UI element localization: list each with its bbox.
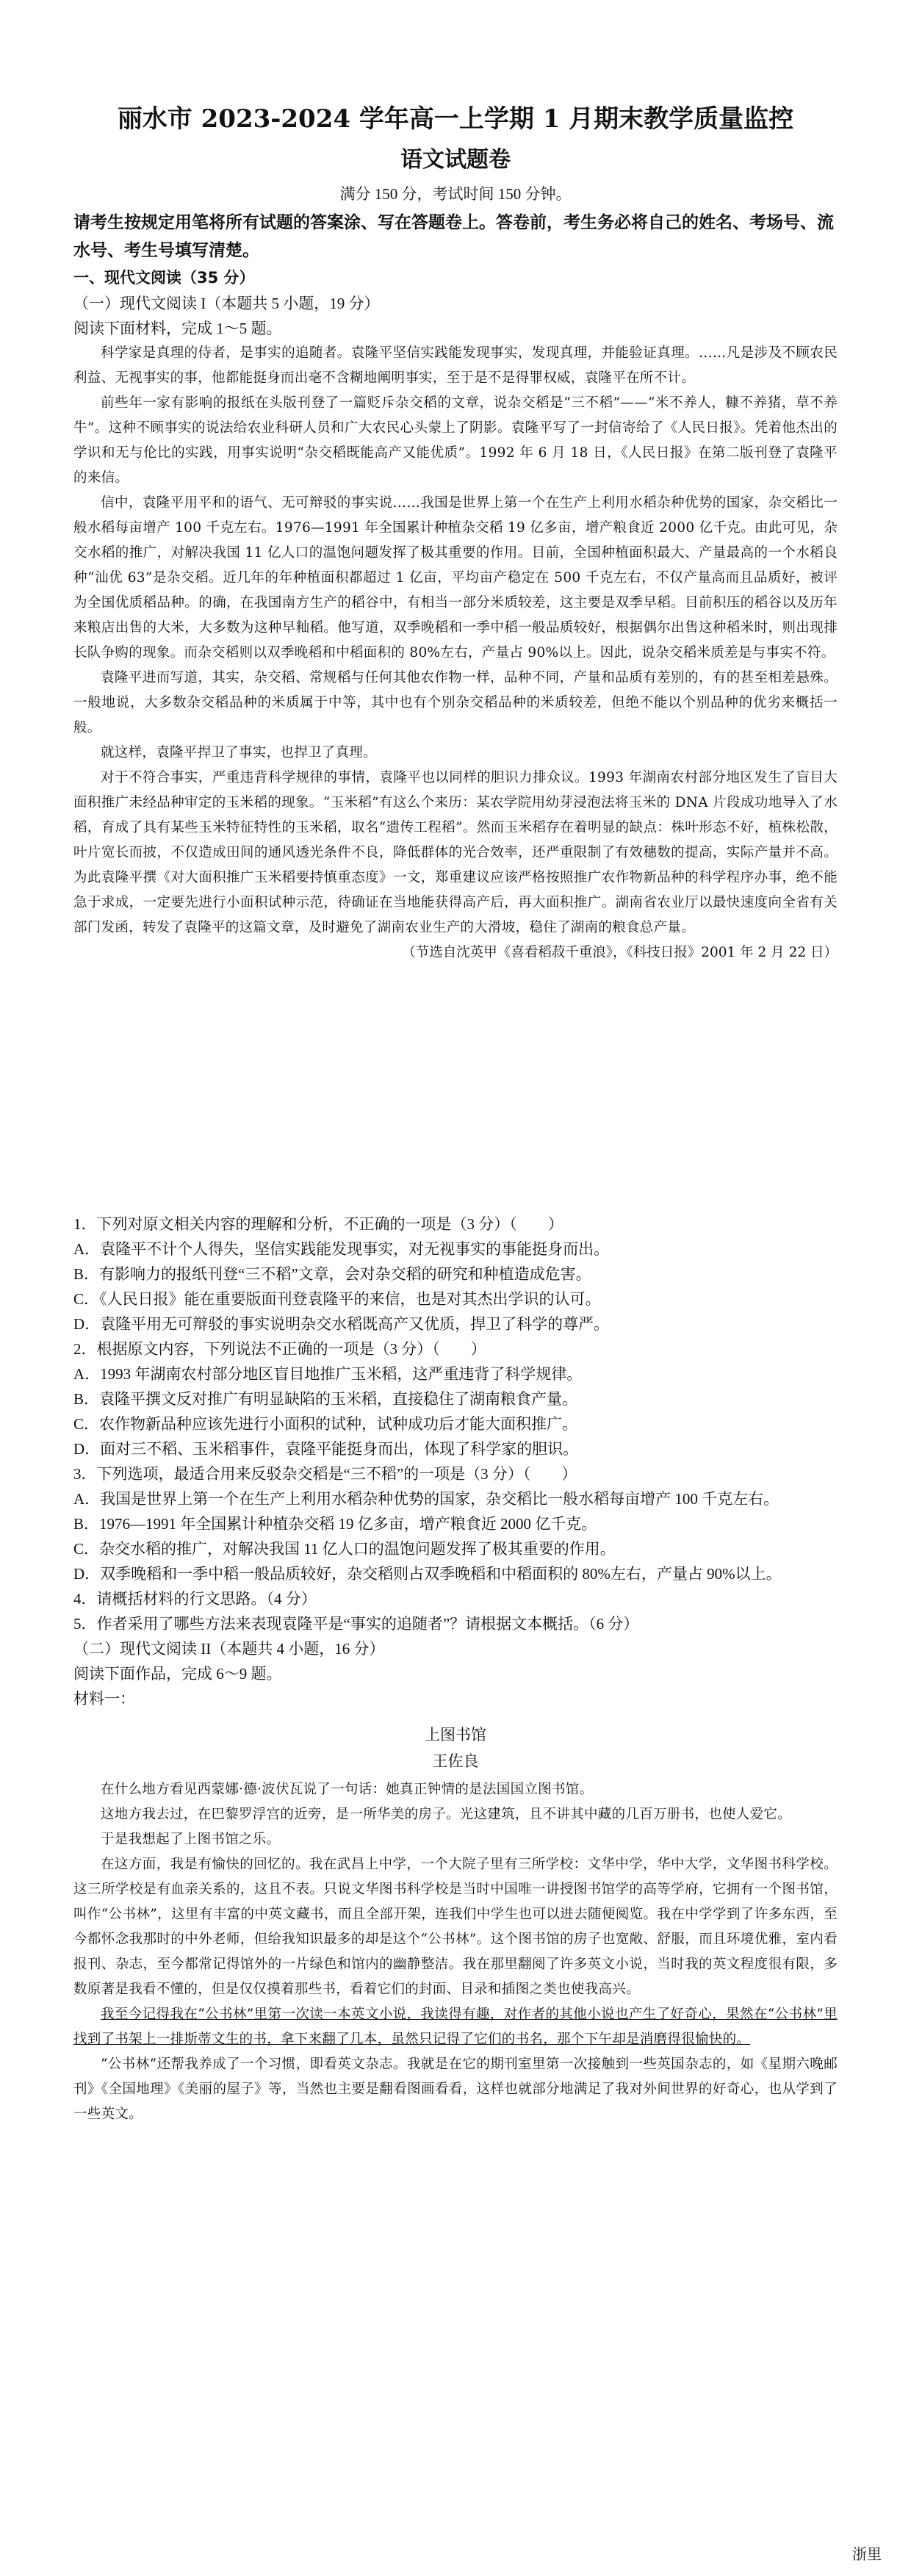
article-author: 王佐良 (432, 1752, 479, 1770)
question-option: B．袁隆平撰文反对推广有明显缺陷的玉米稻，直接稳住了湖南粮食产量。 (73, 1390, 578, 1408)
article-paragraph: 在这方面，我是有愉快的回忆的。我在武昌上中学，一个大院子里有三所学校：文华中学，华中大学，文华图书科学校。这三所学校是有血亲关系的，这且不表。只说文华图书科学校是当时中国唯一讲授图书馆学的高等学府，它拥有一个图书馆，叫作“公书林”，这里有丰富的中英文藏书，而且全部开架，连我们中学生也可以进去随便阅览。我在中学学到了许多东西，至今都怀念我那时的中外老师，但给我知识最多的却是这个“公书林”。这个图书馆的房子也宽敞、舒服，而且环境优雅，室内看报刊、杂志，至今都常记得馆外的一片绿色和馆内的幽静整洁。我在那里翻阅了许多英文小说，当时我的英文程度很有限，多数原著是我看不懂的，但是仅仅摸着那些书，看着它们的封面、目录和插图之类也使我高兴。 (73, 1857, 838, 1997)
section-heading-1: 一、现代文阅读（35 分） (73, 269, 255, 287)
question-option: B．1976—1991 年全国累计种植杂交稻 19 亿多亩，增产粮食近 2000 亿千克。 (73, 1515, 597, 1533)
question-5: 5．作者采用了哪些方法来表现袁隆平是“事实的追随者”？请根据文本概括。（6 分） (73, 1615, 639, 1633)
question-option: C．《人民日报》能在重要版面刊登袁隆平的来信，也是对其杰出学识的认可。 (73, 1290, 601, 1308)
subsection-heading-2: （二）现代文阅读 II（本题共 4 小题，16 分） (73, 1640, 385, 1658)
article-paragraph: 这地方我去过，在巴黎罗浮宫的近旁，是一所华美的房子。光这建筑，且不讲其中藏的几百万册书，也使人爱它。 (101, 1807, 792, 1822)
question-option: A．袁隆平不计个人得失，坚信实践能发现事实，对无视事实的事能挺身而出。 (73, 1240, 610, 1258)
passage-source: （节选自沈英甲《喜看稻菽千重浪》，《科技日报》2001 年 2 月 22 日） (402, 945, 838, 960)
question-option: D．袁隆平用无可辩驳的事实说明杂交水稻既高产又优质，捍卫了科学的尊严。 (73, 1315, 610, 1333)
passage-paragraph: 信中，袁隆平用平和的语气、无可辩驳的事实说……我国是世界上第一个在生产上利用水稻杂种优势的国家，杂交稻比一般水稻每亩增产 100 千克左右。1976—1991 年全国累计种植杂交稻 19 亿多亩，增产粮食近 2000 亿千克。由此可见，杂交水稻的推广，对解决我国 11 亿人口的温饱问题发挥了极其重要的作用。目前，全国种植面积最大、产量最高的一个水稻良种“汕优 63”是杂交稻。近几年的年种植面积都超过 1 亿亩，平均亩产稳定在 500 千克左右，不仅产量高而且品质好，被评为全国优质稻品种。的确，在我国南方生产的稻谷中，有相当一部分米质较差，这主要是双季早稻。目前积压的稻谷以及历年来粮店出售的大米，大多数为这种早籼稻。他写道，双季晚稻和一季中稻一般品质较好，根据偶尔出售这种稻米时，则出现排长队争购的现象。而杂交稻则以双季晚稻和中稻面积的 80%左右，产量占 90%以上。因此，说杂交稻米质差是与事实不符。 (73, 495, 838, 661)
passage-paragraph: 就这样，袁隆平捍卫了事实，也捍卫了真理。 (101, 745, 378, 760)
blank-space (73, 965, 838, 1212)
question-option: A．1993 年湖南农村部分地区盲目地推广玉米稻，这严重违背了科学规律。 (73, 1365, 583, 1383)
question-1 (73, 1212, 838, 1336)
passage-paragraph: 前些年一家有影响的报纸在头版刊登了一篇贬斥杂交稻的文章，说杂交稻是“三不稻”——“米不养人，糠不养猪，草不养牛”。这种不顾事实的说法给农业科研人员和广大农民心头蒙上了阴影。袁隆平写了一封信寄给了《人民日报》。凭着他杰出的学识和无与伦比的实践，用事实说明“杂交稻既能高产又能优质”。1992 年 6 月 18 日，《人民日报》在第二版刊登了袁隆平的来信。 (73, 395, 838, 486)
question-2 (73, 1336, 838, 1461)
passage-paragraph: 袁隆平进而写道，其实，杂交稻、常规稻与任何其他农作物一样，品种不同，产量和品质有差别的，有的甚至相差悬殊。一般地说，大多数杂交稻品种的米质属于中等，其中也有个别杂交稻品种的米质较差，但绝不能以个别品种的优劣来概括一般。 (73, 670, 838, 735)
question-option: D．面对三不稻、玉米稻事件，袁隆平能挺身而出，体现了科学家的胆识。 (73, 1440, 579, 1458)
reading-instruction-1: 阅读下面材料，完成 1～5 题。 (73, 320, 282, 337)
exam-page (73, 103, 838, 2127)
exam-notice: 请考生按规定用笔将所有试题的答案涂、写在答题卷上。答卷前，考生务必将自己的姓名、考场号、流水号、考生号填写清楚。 (73, 213, 834, 260)
question-stem: 3．下列选项，最适合用来反驳杂交稻是“三不稻”的一项是（3 分）（ ） (73, 1465, 577, 1483)
subsection-heading-1: （一）现代文阅读 I（本题共 5 小题，19 分） (73, 295, 380, 312)
article-paragraph-underlined: 我至今记得我在“公书林”里第一次读一本英文小说，我读得有趣，对作者的其他小说也产生了好奇心，果然在“公书林”里找到了书架上一排斯蒂文生的书，拿下来翻了几本，虽然只记得了它们的书名，那个下午却是消磨得很愉快的。 (73, 2007, 838, 2047)
article-paragraph: “公书林”还帮我养成了一个习惯，即看英文杂志。我就是在它的期刊室里第一次接触到一些英国杂志的，如《星期六晚邮刊》《全国地理》《美丽的屋子》等，当然也主要是翻看图画看看，这样也就部分地满足了我对外间世界的好奇心，也从学到了一些英文。 (73, 2057, 838, 2122)
question-option: D．双季晚稻和一季中稻一般品质较好，杂交稻则占双季晚稻和中稻面积的 80%左右，产量占 90%以上。 (73, 1565, 782, 1583)
reading-instruction-2: 阅读下面作品，完成 6～9 题。 (73, 1665, 282, 1683)
question-stem: 2．根据原文内容，下列说法不正确的一项是（3 分）（ ） (73, 1340, 486, 1358)
question-stem: 1．下列对原文相关内容的理解和分析，不正确的一项是（3 分）（ ） (73, 1215, 563, 1233)
question-option: C．农作物新品种应该先进行小面积的试种，试种成功后才能大面积推广。 (73, 1415, 578, 1433)
question-option: B．有影响力的报纸刊登“三不稻”文章，会对杂交稻的研究和种植造成危害。 (73, 1265, 591, 1283)
question-3 (73, 1461, 838, 1586)
material-label: 材料一： (73, 1690, 135, 1708)
passage-paragraph: 科学家是真理的侍者，是事实的追随者。袁隆平坚信实践能发现事实，发现真理，并能验证真理。……凡是涉及不顾农民利益、无视事实的事，他都能挺身而出毫不含糊地阐明事实，至于是不是得罪权威，袁隆平在所不计。 (73, 345, 838, 386)
exam-subtitle: 语文试题卷 (400, 147, 511, 173)
question-4: 4．请概括材料的行文思路。（4 分） (73, 1590, 317, 1608)
exam-title: 丽水市 2023-2024 学年高一上学期 1 月期末教学质量监控 (117, 104, 794, 134)
question-option: A．我国是世界上第一个在生产上利用水稻杂种优势的国家，杂交稻比一般水稻每亩增产 100 千克左右。 (73, 1490, 779, 1508)
article-title: 上图书馆 (425, 1726, 486, 1744)
passage-paragraph: 对于不符合事实，严重违背科学规律的事情，袁隆平也以同样的胆识力排众议。1993 年湖南农村部分地区发生了盲目大面积推广未经品种审定的玉米稻的现象。“玉米稻”有这么个来历：某农学院用幼芽浸泡法将玉米的 DNA 片段成功地导入了水稻，育成了具有某些玉米特征特性的玉米稻，取名“遗传工程稻”。然而玉米稻存在着明显的缺点：株叶形态不好，植株松散，叶片宽长而披，不仅造成田间的通风透光条件不良，降低群体的光合效率，还严重限制了有效穗数的提高，实际产量并不高。为此袁隆平撰《对大面积推广玉米稻要持慎重态度》一文，郑重建议应该严格按照推广农作物新品种的科学程序办事，绝不能急于求成，一定要先进行小面积试种示范，待确证在当地能获得高产后，再大面积推广。湖南省农业厅以最快速度向全省有关部门发函，转发了袁隆平的这篇文章，及时避免了湖南农业生产的大滑坡，稳住了湖南的粮食总产量。 (73, 770, 838, 935)
article-paragraph: 在什么地方看见西蒙娜·德·波伏瓦说了一句话：她真正钟情的是法国国立图书馆。 (101, 1782, 594, 1797)
article-paragraph: 于是我想起了上图书馆之乐。 (101, 1832, 281, 1847)
page-footer-label: 浙里 (852, 2545, 882, 2563)
exam-meta: 满分 150 分，考试时间 150 分钟。 (339, 185, 572, 203)
question-option: C．杂交水稻的推广，对解决我国 11 亿人口的温饱问题发挥了极其重要的作用。 (73, 1540, 616, 1558)
